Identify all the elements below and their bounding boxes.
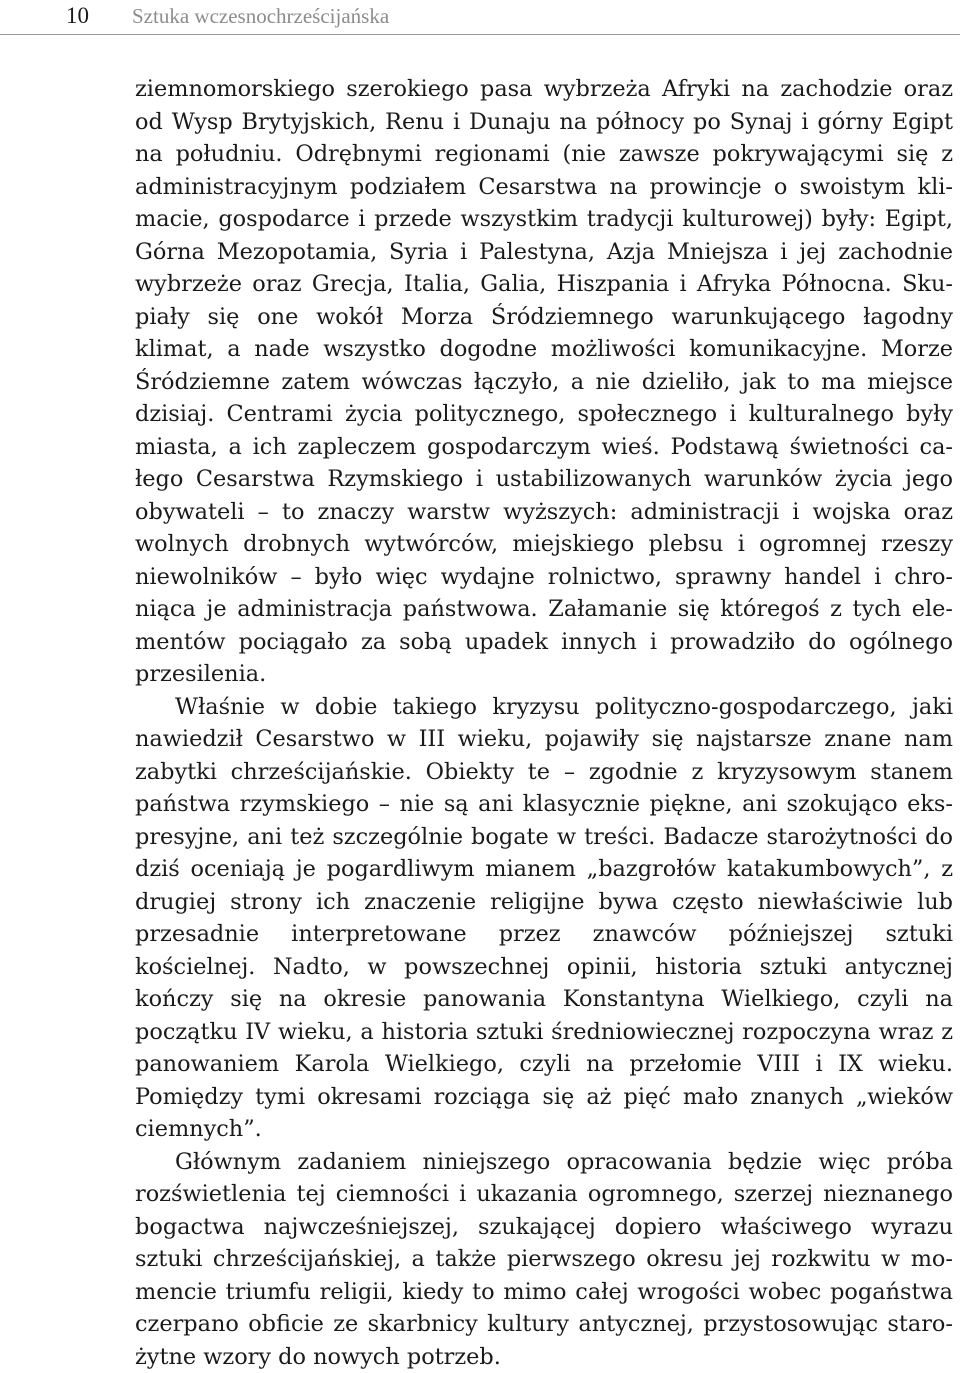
body-text (135, 73, 953, 1373)
paragraph-3: Głównym zadaniem niniejszego opracowania będzie więc próba rozświetlenia tej ciemności i ukazania ogromnego, szerzej nieznanego bogactwa najwcześniejszej, szukającej dopiero właściwego wyrazu sztuki chrześcijańskiej, a także pierwszego okresu jej rozkwitu w momencie triumfu religii, kiedy to mimo całej wrogości wobec pogaństwa czerpano obficie ze skarbnicy kultury antycznej, przystosowując starożytne wzory do nowych potrzeb. (135, 1146, 953, 1373)
running-title: Sztuka wczesnochrześcijańska (132, 4, 389, 29)
page-number: 10 (66, 3, 89, 29)
paragraph-1: ziemnomorskiego szerokiego pasa wybrzeża Afryki na zachodzie oraz od Wysp Brytyjskich, Renu i Dunaju na północy po Synaj i górny Egipt na południu. Odrębnymi regionami (nie zawsze pokrywającymi się z administracyjnym podziałem Cesarstwa na prowincje o swoistym klimacie, gospodarce i przede wszystkim tradycji kulturowej) były: Egipt, Górna Mezopotamia, Syria i Palestyna, Azja Mniejsza i jej zachodnie wybrzeże oraz Grecja, Italia, Galia, Hiszpania i Afryka Północna. Skupiały się one wokół Morza Śródziemnego warunkującego łagodny klimat, a nade wszystko dogodne możliwości komunikacyjne. Morze Śródziemne zatem wówczas łączyło, a nie dzieliło, jak to ma miejsce dzisiaj. Centrami życia politycznego, społecznego i kulturalnego były miasta, a ich zapleczem gospodarczym wieś. Podstawą świetności całego Cesarstwa Rzymskiego i ustabilizowanych warunków życia jego obywateli – to znaczy warstw wyższych: administracji i wojska oraz wolnych drobnych wytwórców, miejskiego plebsu i ogromnej rzeszy niewolników – było więc wydajne rolnictwo, sprawny handel i chroniąca je administracja państwowa. Załamanie się któregoś z tych elementów pociągało za sobą upadek innych i prowadziło do ogólnego przesilenia. (135, 73, 953, 691)
running-head (0, 0, 960, 35)
paragraph-2: Właśnie w dobie takiego kryzysu polityczno-gospodarczego, jaki nawiedził Cesarstwo w III wieku, pojawiły się najstarsze znane nam zabytki chrześcijańskie. Obiekty te – zgodnie z kryzysowym stanem państwa rzymskiego – nie są ani klasycznie piękne, ani szokująco ekspresyjne, ani też szczególnie bogate w treści. Badacze starożytności do dziś oceniają je pogardliwym mianem „bazgrołów katakumbowych”, z drugiej strony ich znaczenie religijne bywa często niewłaściwie lub przesadnie interpretowane przez znawców późniejszej sztuki kościelnej. Nadto, w powszechnej opinii, historia sztuki antycznej kończy się na okresie panowania Konstantyna Wielkiego, czyli na początku IV wieku, a historia sztuki średniowiecznej rozpoczyna wraz z panowaniem Karola Wielkiego, czyli na przełomie VIII i IX wieku. Pomiędzy tymi okresami rozciąga się aż pięć mało znanych „wieków ciemnych”. (135, 691, 953, 1146)
